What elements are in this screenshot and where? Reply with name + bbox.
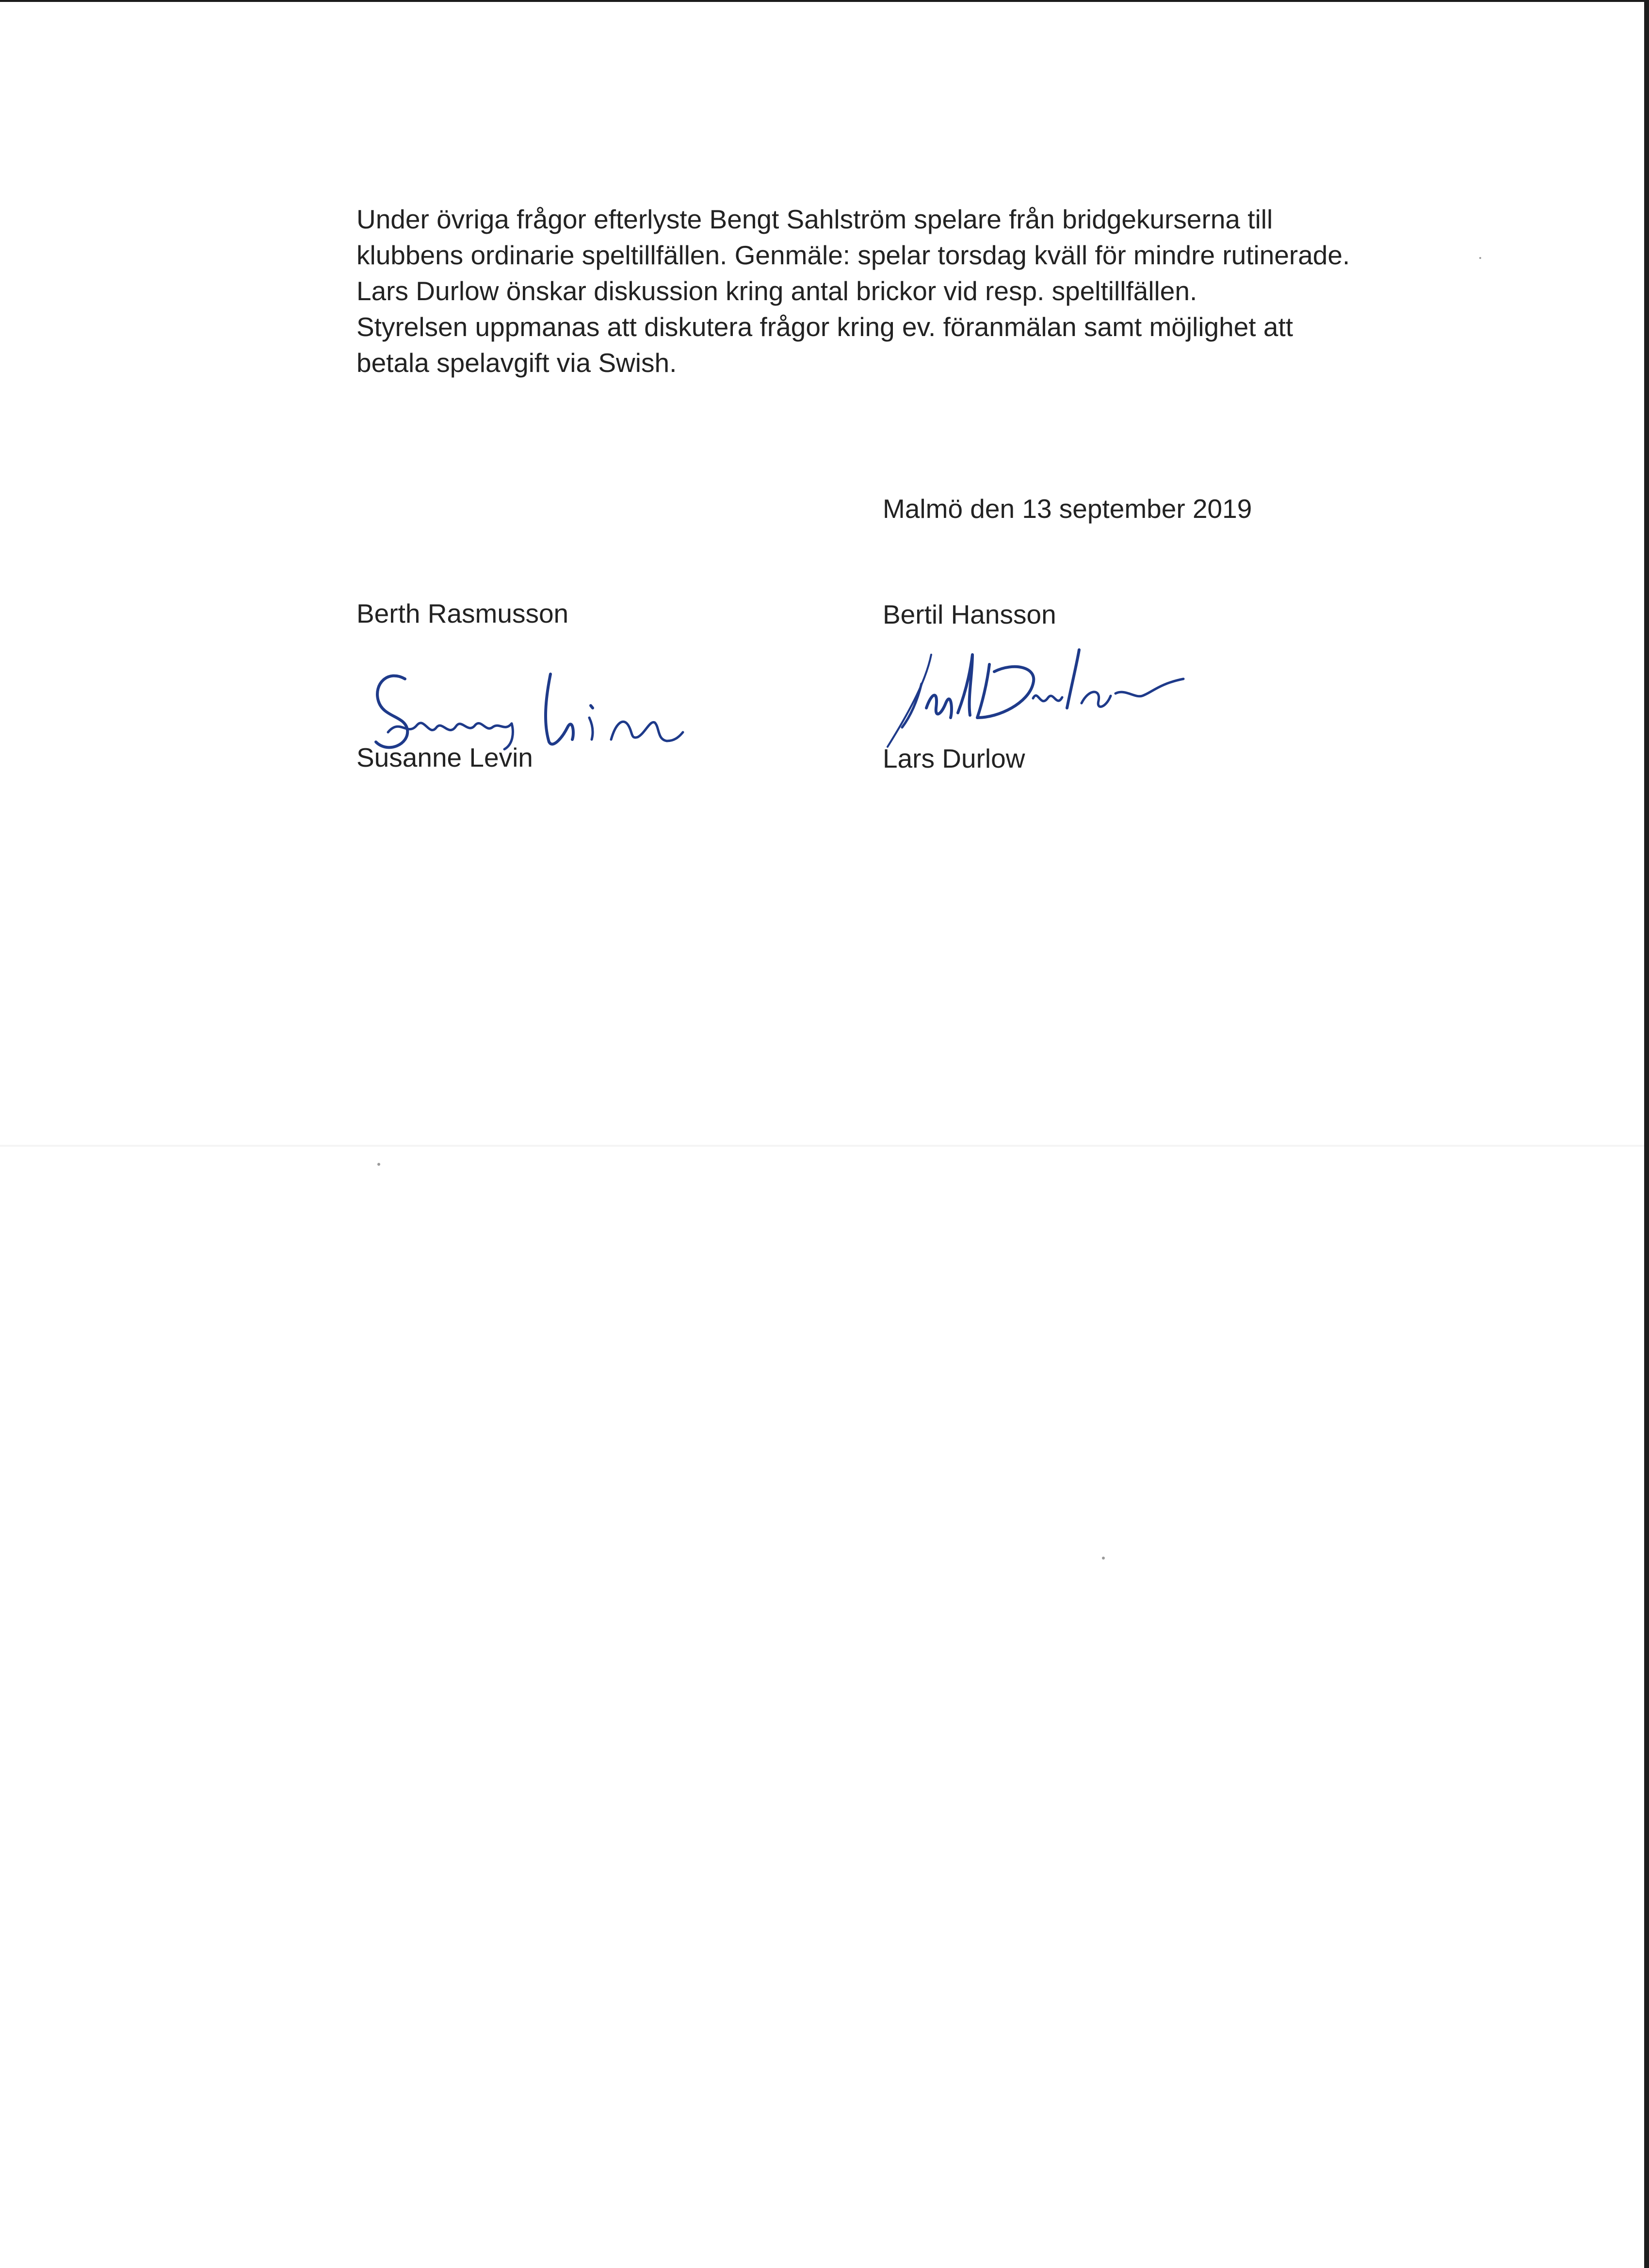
signatory-name-bertil-hansson: Bertil Hansson bbox=[883, 599, 1056, 629]
place-and-date: Malmö den 13 september 2019 bbox=[883, 494, 1252, 524]
paragraph-line: Styrelsen uppmanas att diskutera frågor kring ev. föranmälan samt möjlighet att bbox=[356, 312, 1293, 342]
scan-edge-right bbox=[1644, 0, 1649, 2268]
scan-edge-top bbox=[0, 0, 1649, 2]
signature-susanne-levin bbox=[359, 659, 698, 776]
signatory-name-berth-rasmusson: Berth Rasmusson bbox=[356, 598, 569, 628]
signatory-name-lars-durlow: Lars Durlow bbox=[883, 743, 1025, 773]
paragraph-line: Lars Durlow önskar diskussion kring antal brickor vid resp. speltillfällen. bbox=[356, 276, 1197, 306]
scan-speck bbox=[377, 1163, 380, 1166]
paper-fold-line bbox=[0, 1144, 1644, 1147]
scan-speck bbox=[1479, 257, 1481, 259]
signatory-name-susanne-levin: Susanne Levin bbox=[356, 742, 533, 772]
paragraph-line: klubbens ordinarie speltillfällen. Genmäle: spelar torsdag kväll för mindre rutinerade. bbox=[356, 240, 1350, 270]
scan-speck bbox=[1102, 1557, 1105, 1560]
signature-lars-durlow bbox=[873, 635, 1212, 761]
minutes-paragraph bbox=[356, 201, 1448, 381]
paragraph-line: betala spelavgift via Swish. bbox=[356, 348, 677, 378]
paragraph-line: Under övriga frågor efterlyste Bengt Sahlström spelare från bridgekurserna till bbox=[356, 204, 1273, 234]
